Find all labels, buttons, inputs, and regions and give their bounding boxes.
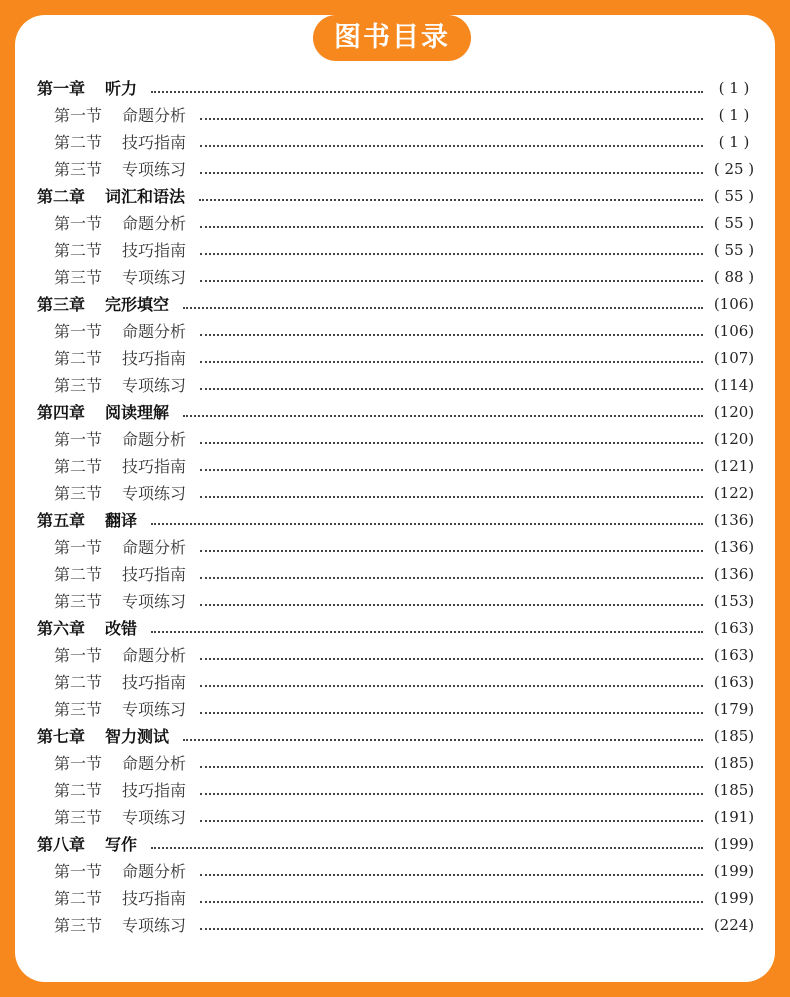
- section-title: 命题分析: [122, 862, 187, 881]
- toc-chapter-row[interactable]: [37, 615, 757, 642]
- section-title: 命题分析: [122, 754, 187, 773]
- toc-section-row[interactable]: [37, 210, 757, 237]
- dot-leader: [200, 577, 703, 579]
- dot-leader: [183, 739, 703, 741]
- dot-leader: [200, 766, 703, 768]
- page-number: (107): [713, 349, 755, 367]
- toc-section-row[interactable]: [37, 372, 757, 399]
- section-title: 技巧指南: [122, 133, 187, 152]
- chapter-number: 第二章: [37, 187, 86, 206]
- dot-leader: [200, 145, 703, 147]
- section-title: 专项练习: [122, 700, 187, 719]
- chapter-title: 听力: [105, 79, 138, 98]
- toc-section-row[interactable]: [37, 453, 757, 480]
- chapter-title: 词汇和语法: [105, 187, 186, 206]
- dot-leader: [200, 604, 703, 606]
- section-title: 技巧指南: [122, 889, 187, 908]
- section-title: 技巧指南: [122, 781, 187, 800]
- page-number: (120): [713, 430, 755, 448]
- toc-section-row[interactable]: [37, 642, 757, 669]
- section-title: 专项练习: [122, 916, 187, 935]
- dot-leader: [200, 496, 703, 498]
- section-title: 专项练习: [122, 592, 187, 611]
- dot-leader: [200, 253, 703, 255]
- section-number: 第三节: [54, 592, 103, 611]
- page-number: (199): [713, 889, 755, 907]
- section-title: 技巧指南: [122, 565, 187, 584]
- dot-leader: [200, 442, 703, 444]
- chapter-number: 第八章: [37, 835, 86, 854]
- dot-leader: [151, 847, 703, 849]
- toc-chapter-row[interactable]: [37, 507, 757, 534]
- dot-leader: [151, 91, 703, 93]
- dot-leader: [200, 172, 703, 174]
- dot-leader: [151, 523, 703, 525]
- section-title: 命题分析: [122, 322, 187, 341]
- page-number: (114): [713, 376, 755, 394]
- section-number: 第一节: [54, 538, 103, 557]
- page-number: (191): [713, 808, 755, 826]
- toc-chapter-row[interactable]: [37, 183, 757, 210]
- section-number: 第一节: [54, 646, 103, 665]
- dot-leader: [183, 307, 703, 309]
- dot-leader: [183, 415, 703, 417]
- toc-section-row[interactable]: [37, 777, 757, 804]
- section-title: 技巧指南: [122, 673, 187, 692]
- page-number: (136): [713, 565, 755, 583]
- toc-section-row[interactable]: [37, 156, 757, 183]
- section-title: 技巧指南: [122, 457, 187, 476]
- dot-leader: [200, 820, 703, 822]
- chapter-number: 第四章: [37, 403, 86, 422]
- section-title: 专项练习: [122, 808, 187, 827]
- section-number: 第一节: [54, 106, 103, 125]
- section-number: 第二节: [54, 565, 103, 584]
- section-number: 第一节: [54, 322, 103, 341]
- toc-chapter-row[interactable]: [37, 723, 757, 750]
- dot-leader: [200, 901, 703, 903]
- toc-chapter-row[interactable]: [37, 75, 757, 102]
- toc-section-row[interactable]: [37, 561, 757, 588]
- dot-leader: [200, 226, 703, 228]
- toc-section-row[interactable]: [37, 426, 757, 453]
- page-number: (136): [713, 538, 755, 556]
- section-number: 第三节: [54, 700, 103, 719]
- toc-chapter-row[interactable]: [37, 399, 757, 426]
- page-number: (185): [713, 754, 755, 772]
- toc-section-row[interactable]: [37, 885, 757, 912]
- page-number: (224): [713, 916, 755, 934]
- page-number: (163): [713, 619, 755, 637]
- toc-chapter-row[interactable]: [37, 831, 757, 858]
- dot-leader: [200, 469, 703, 471]
- page-number: ( 1 ): [718, 79, 750, 97]
- section-number: 第二节: [54, 133, 103, 152]
- toc-section-row[interactable]: [37, 804, 757, 831]
- toc-section-row[interactable]: [37, 264, 757, 291]
- section-title: 技巧指南: [122, 349, 187, 368]
- toc-section-row[interactable]: [37, 345, 757, 372]
- page-number: ( 55 ): [713, 241, 755, 259]
- section-title: 命题分析: [122, 646, 187, 665]
- toc-section-row[interactable]: [37, 912, 757, 939]
- page-number: (199): [713, 835, 755, 853]
- page-number: (120): [713, 403, 755, 421]
- section-number: 第三节: [54, 808, 103, 827]
- section-number: 第三节: [54, 484, 103, 503]
- dot-leader: [200, 550, 703, 552]
- dot-leader: [200, 658, 703, 660]
- page-number: (179): [713, 700, 755, 718]
- page-number: (136): [713, 511, 755, 529]
- page-number: (121): [713, 457, 755, 475]
- page-number: ( 1 ): [718, 133, 750, 151]
- section-number: 第一节: [54, 214, 103, 233]
- dot-leader: [151, 631, 703, 633]
- section-number: 第三节: [54, 268, 103, 287]
- toc-section-row[interactable]: [37, 129, 757, 156]
- toc-section-row[interactable]: [37, 588, 757, 615]
- page-title: 图书目录: [313, 15, 471, 61]
- section-number: 第二节: [54, 889, 103, 908]
- page-number: (106): [713, 295, 755, 313]
- toc-section-row[interactable]: [37, 318, 757, 345]
- section-title: 专项练习: [122, 160, 187, 179]
- toc-section-row[interactable]: [37, 858, 757, 885]
- page-number: (122): [713, 484, 755, 502]
- dot-leader: [200, 361, 703, 363]
- page-number: ( 55 ): [713, 187, 755, 205]
- section-title: 专项练习: [122, 268, 187, 287]
- toc-section-row[interactable]: [37, 750, 757, 777]
- section-number: 第一节: [54, 754, 103, 773]
- page-number: (163): [713, 646, 755, 664]
- page-number: (199): [713, 862, 755, 880]
- dot-leader: [200, 874, 703, 876]
- page-number: (185): [713, 727, 755, 745]
- page-number: (106): [713, 322, 755, 340]
- section-title: 技巧指南: [122, 241, 187, 260]
- chapter-number: 第一章: [37, 79, 86, 98]
- chapter-number: 第六章: [37, 619, 86, 638]
- page-number: ( 55 ): [713, 214, 755, 232]
- section-number: 第二节: [54, 241, 103, 260]
- toc-section-row[interactable]: [37, 237, 757, 264]
- dot-leader: [200, 118, 703, 120]
- section-title: 命题分析: [122, 538, 187, 557]
- chapter-title: 智力测试: [105, 727, 170, 746]
- section-number: 第一节: [54, 430, 103, 449]
- page-number: (185): [713, 781, 755, 799]
- chapter-number: 第五章: [37, 511, 86, 530]
- section-number: 第二节: [54, 673, 103, 692]
- toc-section-row[interactable]: [37, 480, 757, 507]
- dot-leader: [200, 793, 703, 795]
- page-number: ( 88 ): [713, 268, 755, 286]
- chapter-title: 改错: [105, 619, 138, 638]
- dot-leader: [200, 388, 703, 390]
- toc-section-row[interactable]: [37, 102, 757, 129]
- section-title: 命题分析: [122, 106, 187, 125]
- section-number: 第一节: [54, 862, 103, 881]
- chapter-title: 写作: [105, 835, 138, 854]
- dot-leader: [200, 334, 703, 336]
- dot-leader: [200, 685, 703, 687]
- section-number: 第二节: [54, 349, 103, 368]
- chapter-number: 第七章: [37, 727, 86, 746]
- dot-leader: [199, 199, 703, 201]
- chapter-title: 翻译: [105, 511, 138, 530]
- section-number: 第三节: [54, 916, 103, 935]
- section-title: 命题分析: [122, 214, 187, 233]
- page-number: ( 25 ): [713, 160, 755, 178]
- page-number: (163): [713, 673, 755, 691]
- toc-section-row[interactable]: [37, 534, 757, 561]
- dot-leader: [200, 928, 703, 930]
- page-number: ( 1 ): [718, 106, 750, 124]
- toc-chapter-row[interactable]: [37, 291, 757, 318]
- chapter-title: 完形填空: [105, 295, 170, 314]
- section-number: 第二节: [54, 457, 103, 476]
- table-of-contents: [37, 75, 757, 939]
- section-number: 第二节: [54, 781, 103, 800]
- section-number: 第三节: [54, 160, 103, 179]
- dot-leader: [200, 712, 703, 714]
- section-title: 专项练习: [122, 484, 187, 503]
- toc-section-row[interactable]: [37, 696, 757, 723]
- dot-leader: [200, 280, 703, 282]
- page-number: (153): [713, 592, 755, 610]
- chapter-title: 阅读理解: [105, 403, 170, 422]
- section-title: 专项练习: [122, 376, 187, 395]
- chapter-number: 第三章: [37, 295, 86, 314]
- section-number: 第三节: [54, 376, 103, 395]
- toc-section-row[interactable]: [37, 669, 757, 696]
- section-title: 命题分析: [122, 430, 187, 449]
